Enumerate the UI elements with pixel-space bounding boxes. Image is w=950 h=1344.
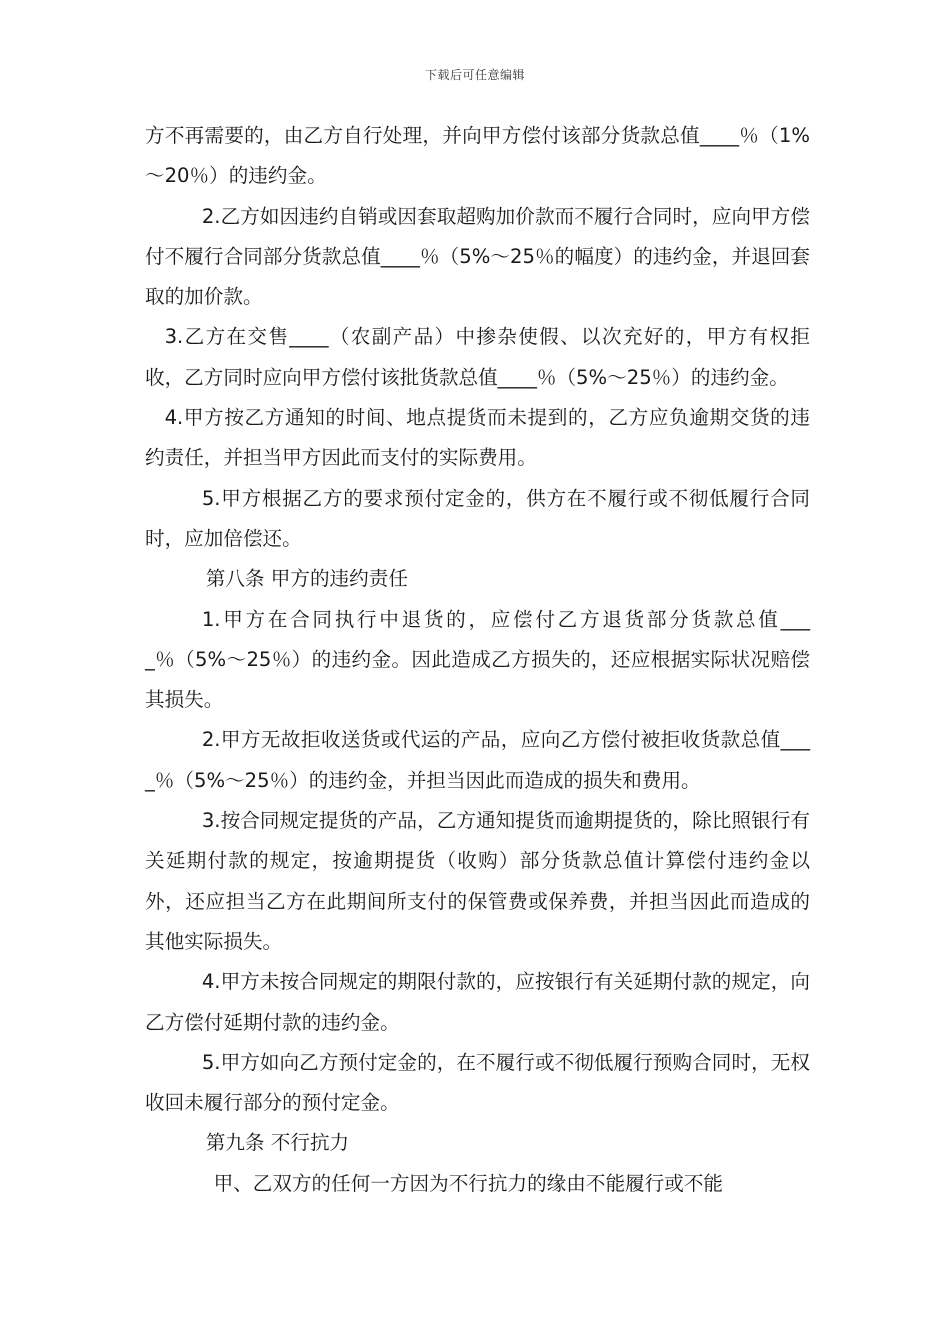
paragraph-clause-5: 5.甲方根据乙方的要求预付定金的，供方在不履行或不彻低履行合同时，应加倍偿还。 [145,486,810,550]
paragraph-article-9-body: 甲、乙双方的任何一方因为不行抗力的缘由不能履行或不能 [213,1171,724,1195]
paragraph-article-8-clause-2: 2.甲方无故拒收送货或代运的产品，应向乙方偿付被拒收货款总值____％（5%～25％）的违约金，并担当因此而造成的损失和费用。 [145,728,810,792]
paragraph-clause-3: 3.乙方在交售____（农副产品）中掺杂使假、以次充好的，甲方有权拒收，乙方同时应向甲方偿付该批货款总值____％（5%～25％）的违约金。 [145,325,810,389]
paragraph-clause-2: 2.乙方如因违约自销或因套取超购加价款而不履行合同时，应向甲方偿付不履行合同部分货款总值____％（5%～25％的幅度）的违约金，并退回套取的加价款。 [145,204,810,309]
page-header-note: 下载后可任意编辑 [424,68,525,82]
section-heading-article-9: 第九条 不行抗力 [205,1131,350,1155]
paragraph-continuation: 方不再需要的，由乙方自行处理，并向甲方偿付该部分货款总值____％（1%～20％）的违约金。 [145,124,810,188]
section-heading-article-8: 第八条 甲方的违约责任 [205,567,408,591]
paragraph-article-8-clause-1: 1.甲方在合同执行中退货的，应偿付乙方退货部分货款总值____％（5%～25％）的违约金。因此造成乙方损失的，还应根据实际状况赔偿其损失。 [145,607,810,712]
paragraph-article-8-clause-3: 3.按合同规定提货的产品，乙方通知提货而逾期提货的，除比照银行有关延期付款的规定，按逾期提货（收购）部分货款总值计算偿付违约金以外，还应担当乙方在此期间所支付的保管费或保养费，并担当因此而造成的其他实际损失。 [145,809,810,953]
paragraph-article-8-clause-4: 4.甲方未按合同规定的期限付款的，应按银行有关延期付款的规定，向乙方偿付延期付款的违约金。 [145,970,810,1034]
paragraph-article-8-clause-5: 5.甲方如向乙方预付定金的，在不履行或不彻低履行预购合同时，无权收回未履行部分的预付定金。 [145,1050,810,1115]
paragraph-clause-4: 4.甲方按乙方通知的时间、地点提货而未提到的，乙方应负逾期交货的违约责任，并担当甲方因此而支付的实际费用。 [145,406,810,470]
document-body [145,116,810,1204]
